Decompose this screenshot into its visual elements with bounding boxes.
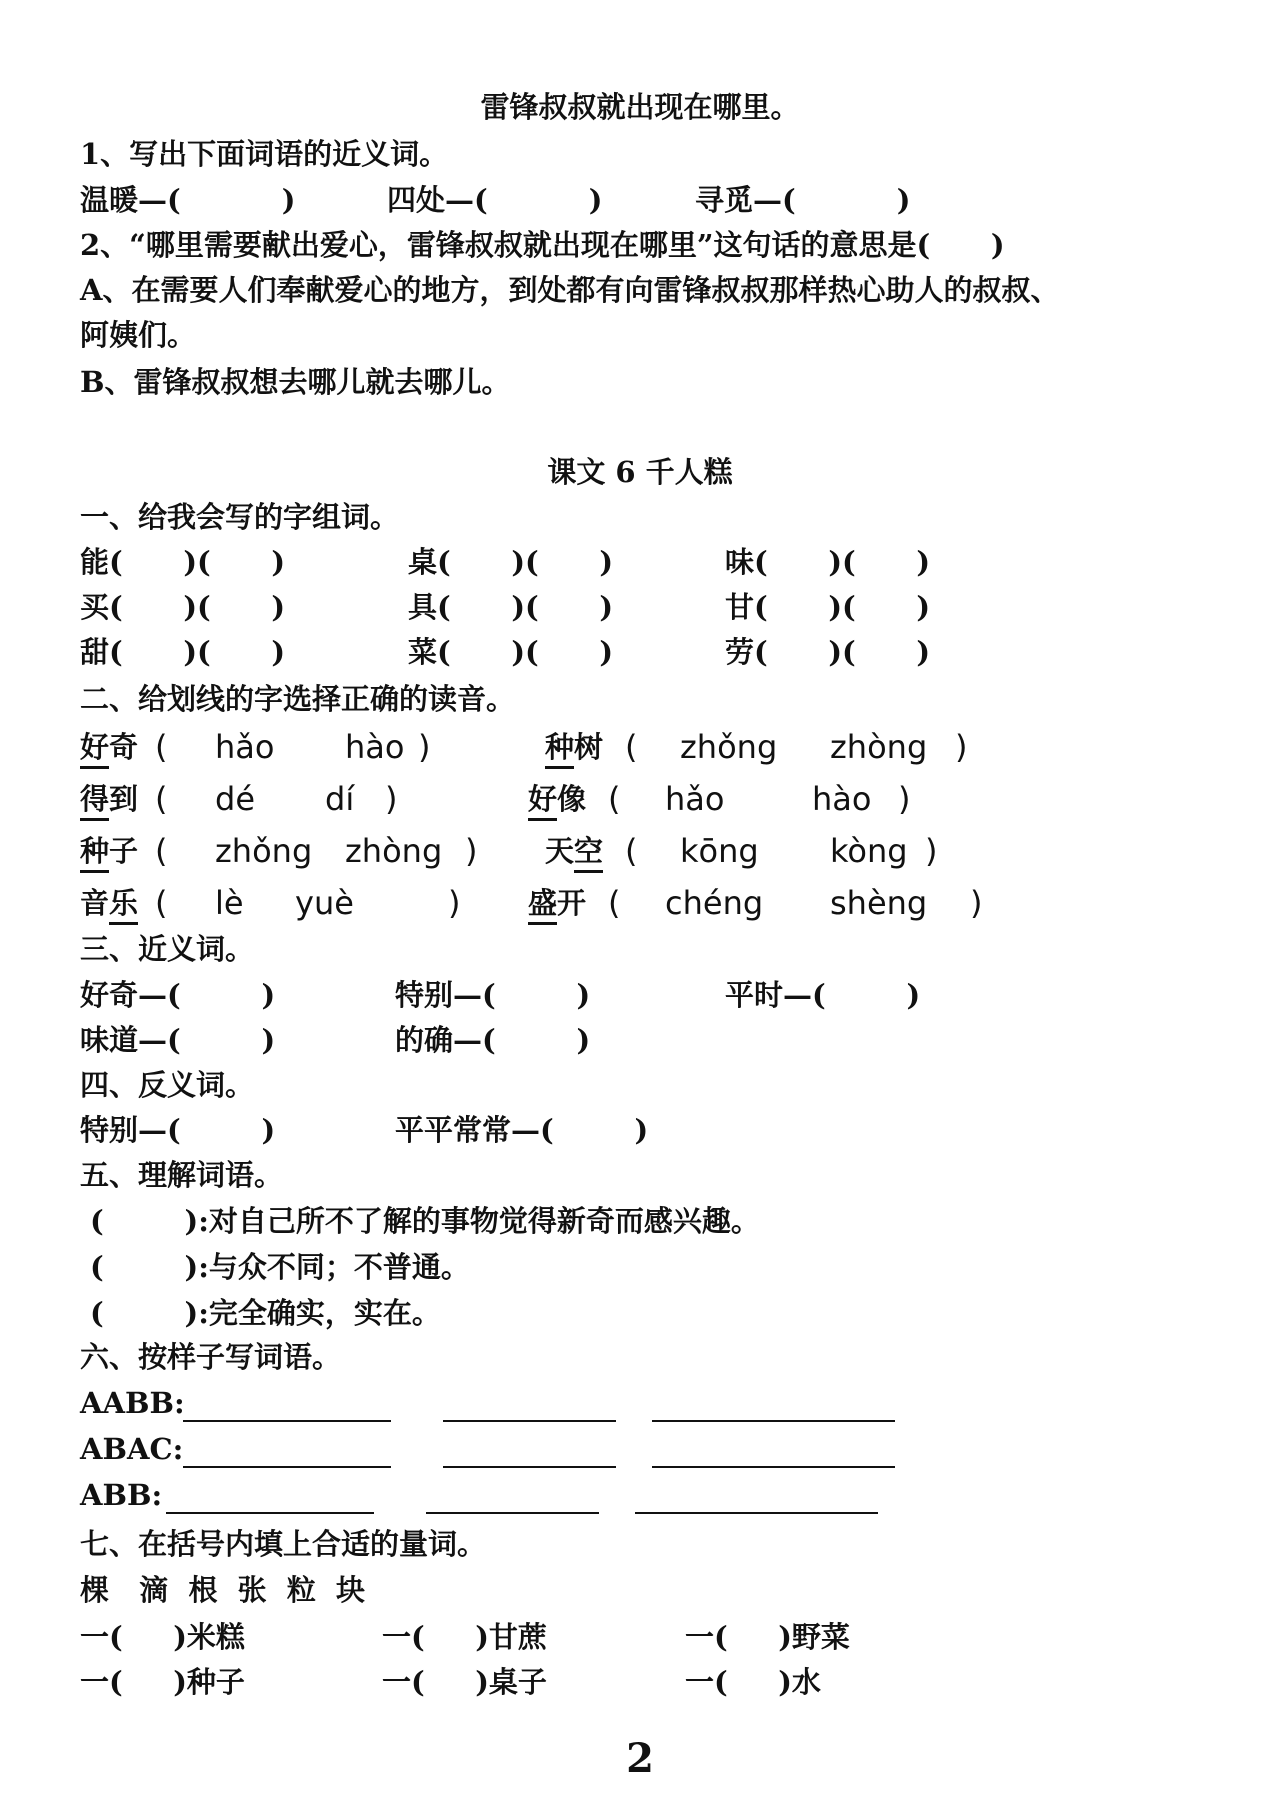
measure-q-2[interactable]: 一( )甘蔗 [382,1620,547,1654]
char-row-2-b: 具( )( ) [408,590,614,624]
pinyin-word-4: 好像 [528,782,586,816]
section-title-leifeng: 雷锋叔叔就出现在哪里。 [480,90,800,124]
measure-q-4[interactable]: 一( )种子 [80,1665,245,1699]
synonym-q-4[interactable]: 味道—( ) [80,1023,276,1057]
heading-7: 七、在括号内填上合适的量词。 [80,1527,487,1561]
synonym-q-2[interactable]: 特别—( ) [395,978,591,1012]
pinyin-open-1: ( [155,728,168,766]
question-2: 2、“哪里需要献出爱心，雷锋叔叔就出现在哪里”这句话的意思是( ) [80,228,1005,262]
pinyin-option-8a[interactable]: chéng [665,884,764,922]
question-1: 1、写出下面词语的近义词。 [80,137,449,171]
answer-line[interactable] [652,1466,895,1468]
char-row-1-c: 味( )( ) [725,545,931,579]
pinyin-word-1: 好奇 [80,730,138,764]
antonym-q-2[interactable]: 平平常常—( ) [395,1113,649,1147]
option-a-line-1: A、在需要人们奉献爱心的地方，到处都有向雷锋叔叔那样热心助人的叔叔、 [80,273,1060,307]
heading-1: 一、给我会写的字组词。 [80,500,400,534]
heading-3: 三、近义词。 [80,932,255,966]
pinyin-word-3: 得到 [80,782,138,816]
pinyin-open-6: ( [625,832,638,870]
answer-line[interactable] [443,1466,616,1468]
pinyin-word-6: 天空 [545,834,603,868]
pinyin-option-4a[interactable]: hǎo [665,780,725,818]
heading-5: 五、理解词语。 [80,1158,284,1192]
heading-2: 二、给划线的字选择正确的读音。 [80,682,516,716]
pinyin-word-7: 音乐 [80,886,138,920]
measure-q-1[interactable]: 一( )米糕 [80,1620,245,1654]
char-row-2-c: 甘( )( ) [725,590,931,624]
pinyin-close-1: ) [418,728,431,766]
pattern-label-abac: ABAC: [80,1432,184,1466]
pinyin-option-8b[interactable]: shèng [830,884,928,922]
pinyin-open-3: ( [155,780,168,818]
measure-word-bank: 棵 滴 根 张 粒 块 [80,1573,366,1607]
pinyin-close-3: ) [385,780,398,818]
heading-4: 四、反义词。 [80,1068,255,1102]
answer-line[interactable] [443,1420,616,1422]
pattern-label-abb: ABB: [80,1478,163,1512]
answer-line[interactable] [183,1420,391,1422]
char-row-2-a: 买( )( ) [80,590,286,624]
antonym-q-1[interactable]: 特别—( ) [80,1113,276,1147]
char-row-3-a: 甜( )( ) [80,635,286,669]
pinyin-close-8: ) [970,884,983,922]
pinyin-close-7: ) [448,884,461,922]
answer-line[interactable] [426,1512,599,1514]
answer-line[interactable] [183,1466,391,1468]
pinyin-open-4: ( [608,780,621,818]
answer-line[interactable] [652,1420,895,1422]
pinyin-word-5: 种子 [80,834,138,868]
definition-1[interactable]: ( ):对自己所不了解的事物觉得新奇而感兴趣。 [90,1204,760,1238]
page-number: 2 [626,1735,654,1782]
synonym-q-5[interactable]: 的确—( ) [395,1023,591,1057]
pattern-label-aabb: AABB: [80,1386,185,1420]
measure-q-6[interactable]: 一( )水 [685,1665,821,1699]
pinyin-option-4b[interactable]: hào [812,780,872,818]
pinyin-option-7b[interactable]: yuè [295,884,354,922]
char-row-1-a: 能( )( ) [80,545,286,579]
section-title-lesson6: 课文 6 千人糕 [547,455,733,489]
definition-3[interactable]: ( ):完全确实，实在。 [90,1296,441,1330]
answer-line[interactable] [635,1512,878,1514]
pinyin-option-2a[interactable]: zhǒng [680,728,778,766]
definition-2[interactable]: ( ):与众不同；不普通。 [90,1250,470,1284]
pinyin-open-5: ( [155,832,168,870]
option-b: B、雷锋叔叔想去哪儿就去哪儿。 [80,365,511,399]
pinyin-word-2: 种树 [545,730,603,764]
answer-line[interactable] [166,1512,374,1514]
measure-q-3[interactable]: 一( )野菜 [685,1620,850,1654]
synonym-item-2: 四处—( ) [387,183,603,217]
pinyin-option-6a[interactable]: kōng [680,832,759,870]
char-row-3-c: 劳( )( ) [725,635,931,669]
pinyin-option-1b[interactable]: hào [345,728,405,766]
pinyin-word-8: 盛开 [528,886,586,920]
pinyin-option-1a[interactable]: hǎo [215,728,275,766]
pinyin-option-5a[interactable]: zhǒng [215,832,313,870]
synonym-item-3: 寻觅—( ) [695,183,911,217]
pinyin-open-8: ( [608,884,621,922]
pinyin-option-3a[interactable]: dé [215,780,255,818]
option-a-line-2: 阿姨们。 [80,318,197,352]
char-row-3-b: 菜( )( ) [408,635,614,669]
synonym-q-3[interactable]: 平时—( ) [725,978,921,1012]
pinyin-open-7: ( [155,884,168,922]
pinyin-close-6: ) [925,832,938,870]
pinyin-close-5: ) [465,832,478,870]
pinyin-option-2b[interactable]: zhòng [830,728,928,766]
pinyin-close-4: ) [898,780,911,818]
pinyin-option-7a[interactable]: lè [215,884,244,922]
measure-q-5[interactable]: 一( )桌子 [382,1665,547,1699]
heading-6: 六、按样子写词语。 [80,1340,342,1374]
synonym-item-1: 温暖—( ) [80,183,296,217]
pinyin-close-2: ) [955,728,968,766]
pinyin-option-3b[interactable]: dí [325,780,355,818]
pinyin-option-6b[interactable]: kòng [830,832,908,870]
pinyin-option-5b[interactable]: zhòng [345,832,443,870]
synonym-q-1[interactable]: 好奇—( ) [80,978,276,1012]
pinyin-open-2: ( [625,728,638,766]
char-row-1-b: 桌( )( ) [408,545,614,579]
